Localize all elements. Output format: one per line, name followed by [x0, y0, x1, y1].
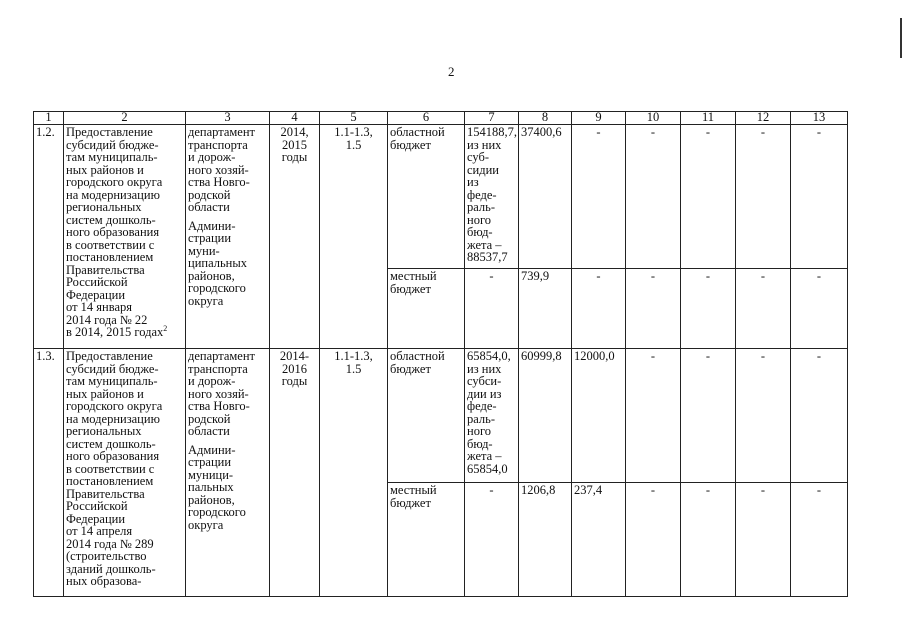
amount-col-9: 237,4 [572, 483, 626, 597]
row-number: 1.2. [34, 125, 64, 349]
header-row [34, 112, 848, 125]
amount-col-11: - [681, 483, 736, 597]
amount-col-8: 739,9 [519, 269, 572, 349]
funding-source: областной бюджет [388, 125, 465, 269]
header-cell: 8 [519, 112, 572, 125]
period: 2014- 2016 годы [270, 349, 320, 597]
amount-col-9: - [572, 269, 626, 349]
amount-col-13: - [791, 349, 848, 483]
amount-col-13: - [791, 125, 848, 269]
amount-col-12: - [736, 125, 791, 269]
amount-col-10: - [626, 483, 681, 597]
measure-description: Предоставление субсидий бюдже- там муниципаль- ных районов и городского округа на модернизацию региональных систем дошколь- ного образования в соответствии с постановлением Правительства Российской Федерации от 14 апреля 2014 года № 289 (строительство зданий дошколь- ных образова- [64, 349, 186, 597]
amount-col-9: - [572, 125, 626, 269]
funding-source: местный бюджет [388, 483, 465, 597]
amount-col-12: - [736, 349, 791, 483]
period: 2014, 2015 годы [270, 125, 320, 349]
executor-administrations: Админи- страции муници- пальных районов, городского округа [188, 442, 246, 532]
program-table [33, 111, 848, 597]
executor [186, 349, 270, 597]
executor [186, 125, 270, 349]
header-cell: 6 [388, 112, 465, 125]
target-indicator: 1.1-1.3, 1.5 [320, 349, 388, 597]
header-cell: 1 [34, 112, 64, 125]
amount-col-7: 65854,0, из них субси- дии из феде- раль- ного бюд- жета – 65854,0 [465, 349, 519, 483]
header-cell: 7 [465, 112, 519, 125]
funding-source: областной бюджет [388, 349, 465, 483]
amount-col-8: 1206,8 [519, 483, 572, 597]
amount-col-10: - [626, 269, 681, 349]
amount-col-7: 154188,7, из них суб- сидии из феде- раль- ного бюд- жета – 88537,7 [465, 125, 519, 269]
amount-col-11: - [681, 269, 736, 349]
amount-col-7: - [465, 483, 519, 597]
target-indicator: 1.1-1.3, 1.5 [320, 125, 388, 349]
amount-col-12: - [736, 269, 791, 349]
amount-col-7: - [465, 269, 519, 349]
funding-source: местный бюджет [388, 269, 465, 349]
header-cell: 3 [186, 112, 270, 125]
header-cell: 4 [270, 112, 320, 125]
header-cell: 5 [320, 112, 388, 125]
amount-col-11: - [681, 349, 736, 483]
amount-col-10: - [626, 125, 681, 269]
amount-col-13: - [791, 269, 848, 349]
scan-edge-mark [900, 18, 902, 58]
measure-description [64, 125, 186, 349]
header-cell: 9 [572, 112, 626, 125]
amount-col-9: 12000,0 [572, 349, 626, 483]
footnote-mark: 2 [163, 323, 168, 333]
header-cell: 11 [681, 112, 736, 125]
header-cell: 12 [736, 112, 791, 125]
executor-department: департамент транспорта и дорож- ного хозяй- ства Новго- родской области [188, 349, 256, 438]
measure-description-text: Предоставление субсидий бюдже- там муниципаль- ных районов и городского округа на модернизацию региональных систем дошколь- ного образования в соответствии с постановлением Правительства Российской Федерации от 14 января 2014 года № 22 в 2014, 2015 годах [66, 125, 164, 339]
executor-administrations: Админи- страции муни- ципальных районов, городского округа [188, 218, 248, 308]
row-number: 1.3. [34, 349, 64, 597]
header-cell: 10 [626, 112, 681, 125]
amount-col-12: - [736, 483, 791, 597]
executor-department: департамент транспорта и дорож- ного хозяй- ства Новго- родской области [188, 125, 256, 214]
amount-col-11: - [681, 125, 736, 269]
header-cell: 2 [64, 112, 186, 125]
table-row [34, 125, 848, 269]
amount-col-8: 60999,8 [519, 349, 572, 483]
table-row [34, 349, 848, 483]
amount-col-13: - [791, 483, 848, 597]
header-cell: 13 [791, 112, 848, 125]
amount-col-8: 37400,6 [519, 125, 572, 269]
amount-col-10: - [626, 349, 681, 483]
page-number: 2 [448, 64, 455, 79]
